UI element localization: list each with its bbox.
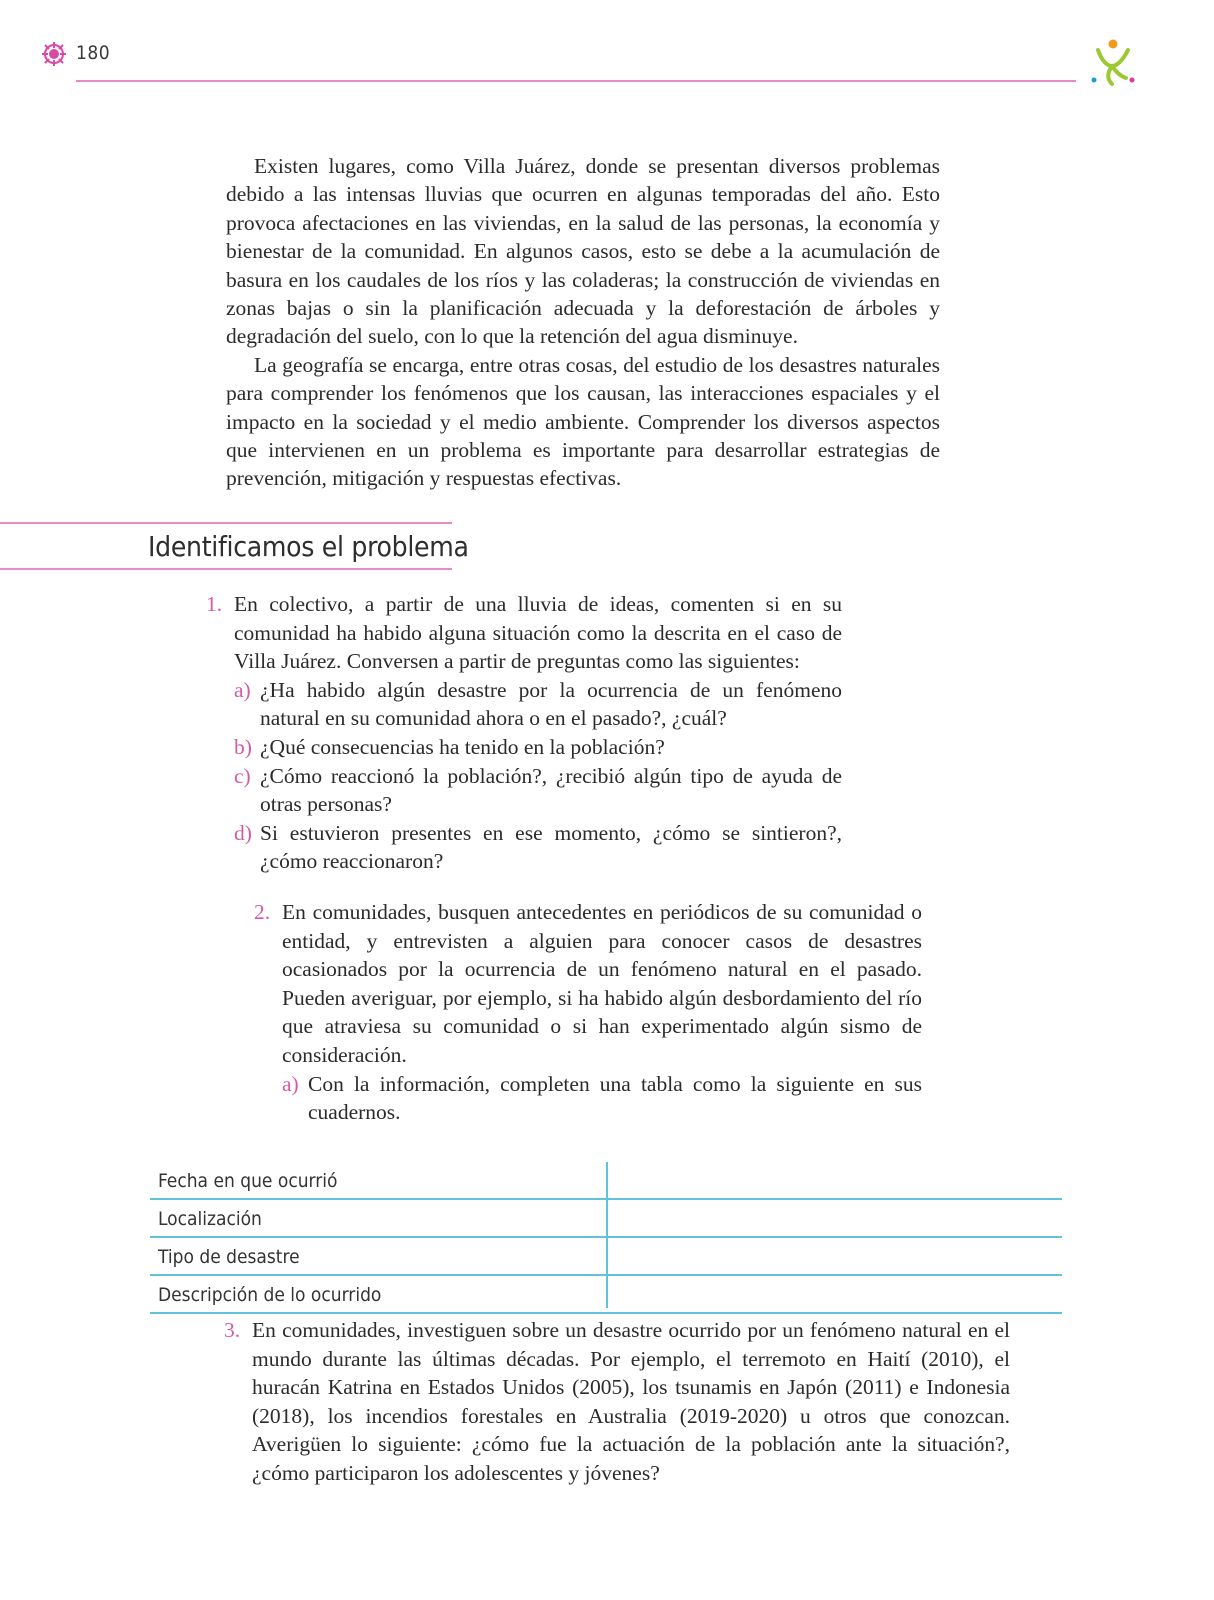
dancing-figure-logo-icon [1086,36,1138,88]
sub-letter: a) [282,1071,299,1096]
sub-text: Si estuvieron presentes en ese momento, ¿cómo se sintieron?, ¿cómo reaccionaron? [260,820,842,874]
section-title: Identificamos el problema [148,530,469,563]
table-row-label: Fecha en que ocurrió [158,1170,338,1192]
header-divider [76,80,1076,82]
activity-number: 2. [254,900,271,924]
activity-2 [254,898,922,1127]
sub-item-a [234,676,842,733]
sub-letter: b) [234,734,252,759]
sub-letter: c) [234,763,251,788]
sub-text: ¿Cómo reaccionó la población?, ¿recibió algún tipo de ayuda de otras personas? [260,763,842,817]
sub-text: ¿Qué consecuencias ha tenido en la población? [260,734,665,759]
sub-item-c [234,762,842,819]
table-row-label: Tipo de desastre [158,1246,300,1268]
activity-number: 3. [224,1318,241,1342]
sub-letter: d) [234,820,252,845]
table-row [150,1238,1062,1276]
intro-paragraph: La geografía se encarga, entre otras cosas, del estudio de los desastres naturales para comprender los fenómenos que los causan, las interacciones espaciales y el impacto en la sociedad y el medio ambiente. Comprender los diversos aspectos que intervienen en un problema es importante para desarrollar estrategias de prevención, mitigación y respuestas efectivas. [226,352,940,491]
table-row [150,1162,1062,1200]
section-rule [0,568,452,570]
page-number: 180 [76,42,111,64]
sub-item-a [282,1070,922,1127]
sub-item-b [234,733,842,762]
intro-paragraph: Existen lugares, como Villa Juárez, donde se presentan diversos problemas debido a las intensas lluvias que ocurren en algunas temporadas del año. Esto provoca afectaciones en las viviendas, en la salud de las personas, la economía y bienestar de la comunidad. En algunos casos, esto se debe a la acumulación de basura en los caudales de los ríos y las coladeras; la construcción de viviendas en zonas bajas o sin la planificación adecuada y la deforestación de árboles y degradación del suelo, con lo que la retención del agua disminuye. [226,154,940,349]
flower-ornament-icon [40,40,68,68]
section-rule [0,522,452,524]
sub-item-d [234,819,842,876]
activity-text: En comunidades, busquen antecedentes en periódicos de su comunidad o entidad, y entrevisten a alguien para conocer casos de desastres ocasionados por la ocurrencia de un fenómeno natural en el pasado. Pueden averiguar, por ejemplo, si ha habido algún desbordamiento del río que atraviesa su comunidad o si han experimentado algún sismo de consideración. [282,900,922,1067]
table-row-label: Localización [158,1208,262,1230]
sub-text: Con la información, completen una tabla como la siguiente en sus cuadernos. [308,1071,922,1125]
sub-letter: a) [234,677,251,702]
activity-text: En colectivo, a partir de una lluvia de ideas, comenten si en su comunidad ha habido alguna situación como la descrita en el caso de Villa Juárez. Conversen a partir de preguntas como las siguientes: [234,592,842,674]
activity-3 [224,1316,1010,1488]
activity-1 [206,590,842,876]
activity-text: En comunidades, investiguen sobre un desastre ocurrido por un fenómeno natural en el mundo durante las últimas décadas. Por ejemplo, el terremoto en Haití (2010), el huracán Katrina en Estados Unidos (2005), los tsunamis en Japón (2011) e Indonesia (2018), los incendios forestales en Australia (2019-2020) u otros que conozcan. Averigüen lo siguiente: ¿cómo fue la actuación de la población ante la situación?, ¿cómo participaron los adolescentes y jóvenes? [252,1318,1010,1485]
table-row-label: Descripción de lo ocurrido [158,1284,382,1306]
activity-number: 1. [206,592,223,616]
table-row [150,1276,1062,1314]
sub-text: ¿Ha habido algún desastre por la ocurrencia de un fenómeno natural en su comunidad ahora o en el pasado?, ¿cuál? [260,677,842,731]
disaster-table [150,1162,1062,1314]
table-row [150,1200,1062,1238]
intro-text [226,152,940,493]
